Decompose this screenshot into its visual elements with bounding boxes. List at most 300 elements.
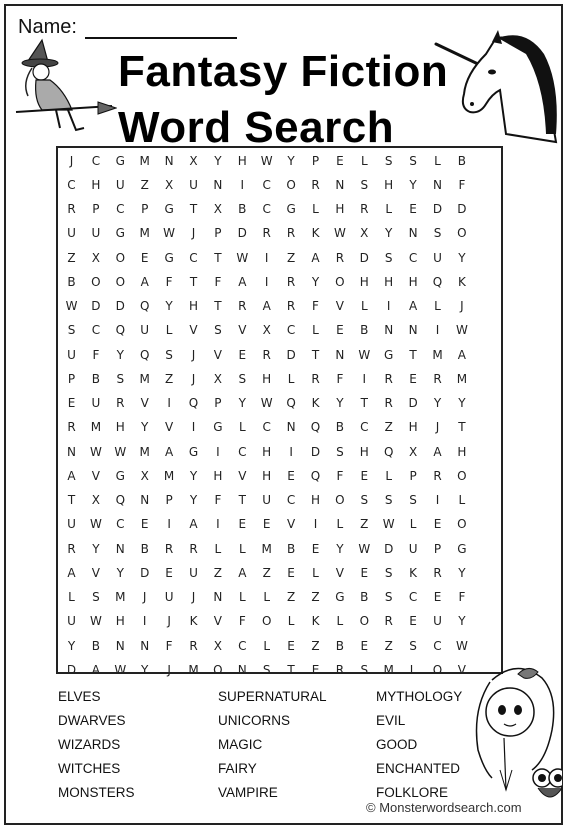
grid-letter[interactable]: E (433, 590, 442, 604)
grid-letter[interactable]: U (189, 565, 198, 580)
grid-letter[interactable]: S (384, 565, 393, 580)
grid-letter[interactable]: Z (262, 565, 271, 580)
grid-letter[interactable]: W (333, 226, 346, 241)
grid-letter[interactable]: B (238, 202, 247, 216)
grid-letter[interactable]: I (167, 517, 171, 532)
grid-letter[interactable]: Z (311, 590, 320, 604)
grid-letter[interactable]: Y (458, 250, 466, 265)
grid-letter[interactable]: C (408, 590, 418, 604)
grid-letter[interactable]: G (164, 250, 174, 265)
grid-letter[interactable]: L (336, 517, 344, 532)
grid-letter[interactable]: S (360, 493, 369, 507)
grid-letter[interactable]: V (91, 565, 100, 580)
grid-letter[interactable]: D (91, 299, 101, 313)
grid-letter[interactable]: I (362, 371, 367, 386)
grid-letter[interactable]: R (433, 371, 442, 386)
grid-letter[interactable]: Q (115, 323, 126, 338)
grid-letter[interactable]: T (214, 299, 222, 313)
grid-letter[interactable]: S (116, 371, 125, 386)
grid-letter[interactable]: P (409, 468, 417, 483)
grid-letter[interactable]: Z (311, 638, 320, 653)
grid-letter[interactable]: T (238, 493, 246, 507)
grid-letter[interactable]: Y (67, 638, 76, 653)
grid-letter[interactable]: Y (458, 614, 466, 629)
grid-letter[interactable]: R (67, 202, 76, 216)
grid-letter[interactable]: S (336, 444, 344, 459)
grid-letter[interactable]: W (89, 517, 102, 532)
grid-letter[interactable]: M (188, 662, 199, 677)
grid-letter[interactable]: L (312, 565, 319, 580)
grid-letter[interactable]: T (287, 662, 295, 677)
grid-letter[interactable]: P (67, 371, 76, 386)
grid-letter[interactable]: Y (458, 565, 466, 580)
grid-letter[interactable]: Q (115, 493, 126, 507)
grid-letter[interactable]: W (163, 226, 176, 241)
grid-letter[interactable]: N (408, 323, 418, 338)
grid-letter[interactable]: V (335, 299, 344, 313)
grid-letter[interactable]: U (67, 347, 76, 362)
grid-letter[interactable]: J (435, 420, 440, 435)
grid-letter[interactable]: H (408, 420, 418, 435)
grid-letter[interactable]: R (67, 541, 76, 556)
grid-letter[interactable]: N (164, 153, 174, 168)
grid-letter[interactable]: A (140, 274, 149, 289)
grid-letter[interactable]: I (386, 299, 391, 313)
grid-letter[interactable]: M (139, 226, 150, 241)
grid-letter[interactable]: J (69, 153, 74, 168)
grid-letter[interactable]: N (115, 541, 125, 556)
grid-letter[interactable]: A (238, 274, 247, 289)
grid-letter[interactable]: U (189, 177, 198, 192)
grid-letter[interactable]: E (360, 468, 369, 483)
grid-letter[interactable]: N (140, 493, 150, 507)
grid-letter[interactable]: R (238, 299, 247, 313)
name-blank-line[interactable] (85, 19, 237, 39)
grid-letter[interactable]: H (335, 202, 345, 216)
grid-letter[interactable]: F (336, 371, 344, 386)
grid-letter[interactable]: V (238, 323, 247, 338)
grid-letter[interactable]: U (67, 226, 76, 241)
grid-letter[interactable]: B (140, 541, 149, 556)
grid-letter[interactable]: O (457, 468, 467, 483)
grid-letter[interactable]: R (286, 226, 296, 241)
grid-letter[interactable]: I (313, 517, 318, 532)
grid-letter[interactable]: I (216, 444, 220, 459)
grid-letter[interactable]: O (432, 662, 443, 677)
grid-letter[interactable]: W (358, 347, 371, 362)
grid-letter[interactable]: R (433, 565, 442, 580)
grid-letter[interactable]: F (92, 347, 100, 362)
grid-letter[interactable]: M (139, 371, 150, 386)
grid-letter[interactable]: N (384, 323, 394, 338)
grid-letter[interactable]: V (140, 396, 149, 410)
grid-letter[interactable]: L (263, 590, 271, 604)
grid-letter[interactable]: A (164, 444, 174, 459)
grid-letter[interactable]: N (115, 638, 125, 653)
grid-letter[interactable]: Q (286, 396, 296, 410)
grid-letter[interactable]: R (116, 396, 125, 410)
grid-letter[interactable]: D (432, 202, 443, 216)
grid-letter[interactable]: B (67, 274, 76, 289)
grid-letter[interactable]: T (409, 347, 417, 362)
grid-letter[interactable]: A (67, 565, 76, 580)
grid-letter[interactable]: Z (286, 590, 296, 604)
grid-letter[interactable]: Q (432, 274, 443, 289)
grid-letter[interactable]: B (335, 638, 344, 653)
grid-letter[interactable]: L (458, 493, 466, 507)
grid-letter[interactable]: O (457, 226, 467, 241)
grid-letter[interactable]: C (189, 250, 198, 265)
grid-letter[interactable]: L (434, 153, 441, 168)
grid-letter[interactable]: R (311, 371, 320, 386)
grid-letter[interactable]: T (214, 250, 222, 265)
grid-letter[interactable]: C (116, 517, 125, 532)
grid-letter[interactable]: L (360, 299, 368, 313)
grid-letter[interactable]: S (262, 662, 271, 677)
grid-letter[interactable]: Y (92, 541, 100, 556)
grid-letter[interactable]: H (359, 444, 369, 459)
grid-letter[interactable]: P (165, 493, 173, 507)
grid-letter[interactable]: M (456, 371, 468, 386)
grid-letter[interactable]: N (408, 226, 418, 241)
grid-letter[interactable]: R (360, 202, 369, 216)
grid-letter[interactable]: C (91, 323, 101, 338)
grid-letter[interactable]: J (191, 226, 196, 241)
grid-letter[interactable]: U (91, 396, 101, 410)
grid-letter[interactable]: P (92, 202, 100, 216)
grid-letter[interactable]: M (432, 347, 443, 362)
grid-letter[interactable]: J (191, 590, 196, 604)
grid-letter[interactable]: Y (165, 299, 173, 313)
grid-letter[interactable]: Z (140, 177, 149, 192)
grid-letter[interactable]: Z (286, 250, 296, 265)
grid-letter[interactable]: W (114, 444, 127, 459)
grid-letter[interactable]: Y (385, 226, 393, 241)
grid-letter[interactable]: Y (433, 396, 442, 410)
grid-letter[interactable]: K (311, 226, 320, 241)
grid-letter[interactable]: P (214, 396, 222, 410)
grid-letter[interactable]: L (409, 662, 417, 677)
grid-letter[interactable]: A (238, 565, 247, 580)
grid-letter[interactable]: U (91, 226, 101, 241)
grid-letter[interactable]: A (311, 250, 320, 265)
grid-letter[interactable]: U (67, 614, 76, 629)
grid-letter[interactable]: K (457, 274, 466, 289)
grid-letter[interactable]: E (165, 565, 173, 580)
grid-letter[interactable]: R (67, 420, 76, 435)
grid-letter[interactable]: F (458, 590, 466, 604)
grid-letter[interactable]: R (189, 541, 198, 556)
grid-letter[interactable]: L (385, 202, 393, 216)
grid-letter[interactable]: X (91, 493, 100, 507)
grid-letter[interactable]: Q (139, 299, 150, 313)
grid-letter[interactable]: M (383, 662, 394, 677)
grid-letter[interactable]: L (409, 517, 417, 532)
grid-letter[interactable]: R (433, 468, 442, 483)
grid-letter[interactable]: G (286, 202, 296, 216)
grid-letter[interactable]: O (115, 274, 126, 289)
grid-letter[interactable]: C (238, 638, 247, 653)
grid-letter[interactable]: N (237, 662, 247, 677)
grid-letter[interactable]: I (167, 396, 171, 410)
grid-letter[interactable]: C (67, 177, 76, 192)
grid-letter[interactable]: H (384, 177, 394, 192)
grid-letter[interactable]: Y (116, 565, 124, 580)
grid-letter[interactable]: Z (384, 420, 393, 435)
grid-letter[interactable]: Y (214, 153, 222, 168)
grid-letter[interactable]: B (457, 153, 466, 168)
grid-letter[interactable]: Y (141, 662, 149, 677)
grid-letter[interactable]: X (213, 638, 222, 653)
grid-letter[interactable]: S (384, 493, 393, 507)
grid-letter[interactable]: T (458, 420, 466, 435)
grid-letter[interactable]: K (311, 614, 320, 629)
grid-letter[interactable]: Z (384, 638, 393, 653)
grid-letter[interactable]: D (384, 541, 394, 556)
grid-letter[interactable]: L (238, 420, 246, 435)
grid-letter[interactable]: D (310, 444, 321, 459)
grid-letter[interactable]: H (310, 493, 321, 507)
grid-letter[interactable]: I (264, 250, 269, 265)
grid-letter[interactable]: W (455, 323, 468, 338)
grid-letter[interactable]: I (142, 614, 147, 629)
grid-letter[interactable]: Q (139, 347, 150, 362)
grid-letter[interactable]: R (311, 177, 320, 192)
grid-letter[interactable]: S (409, 638, 417, 653)
grid-letter[interactable]: F (165, 638, 173, 653)
grid-letter[interactable]: D (359, 250, 369, 265)
grid-letter[interactable]: N (286, 420, 296, 435)
grid-letter[interactable]: E (238, 347, 247, 362)
grid-letter[interactable]: J (142, 590, 147, 604)
grid-letter[interactable]: M (261, 541, 272, 556)
grid-letter[interactable]: T (360, 396, 368, 410)
grid-letter[interactable]: A (433, 444, 442, 459)
grid-letter[interactable]: N (335, 177, 345, 192)
grid-letter[interactable]: U (67, 517, 76, 532)
grid-letter[interactable]: W (236, 250, 249, 265)
grid-letter[interactable]: C (360, 420, 369, 435)
grid-letter[interactable]: V (91, 468, 100, 483)
grid-letter[interactable]: Y (238, 396, 246, 410)
grid-letter[interactable]: R (384, 614, 393, 629)
grid-letter[interactable]: E (336, 153, 344, 168)
grid-letter[interactable]: E (287, 638, 295, 653)
grid-letter[interactable]: W (260, 153, 273, 168)
grid-letter[interactable]: G (115, 153, 125, 168)
grid-letter[interactable]: X (360, 226, 369, 241)
grid-letter[interactable]: L (336, 614, 344, 629)
grid-letter[interactable]: F (214, 493, 222, 507)
grid-letter[interactable]: E (409, 371, 417, 386)
grid-letter[interactable]: S (384, 590, 393, 604)
grid-letter[interactable]: H (262, 468, 272, 483)
grid-letter[interactable]: T (67, 493, 76, 507)
grid-letter[interactable]: H (188, 299, 199, 313)
grid-letter[interactable]: E (140, 517, 149, 532)
grid-letter[interactable]: D (457, 202, 467, 216)
grid-letter[interactable]: B (91, 371, 100, 386)
grid-letter[interactable]: P (214, 226, 222, 241)
grid-letter[interactable]: R (286, 299, 296, 313)
grid-letter[interactable]: A (408, 299, 418, 313)
grid-letter[interactable]: Z (164, 371, 174, 386)
grid-letter[interactable]: P (141, 202, 149, 216)
grid-letter[interactable]: V (457, 662, 466, 677)
grid-letter[interactable]: X (189, 153, 198, 168)
grid-letter[interactable]: I (240, 177, 245, 192)
grid-letter[interactable]: E (140, 250, 149, 265)
grid-letter[interactable]: Y (336, 396, 344, 410)
grid-letter[interactable]: W (89, 614, 102, 629)
grid-letter[interactable]: L (238, 541, 246, 556)
grid-letter[interactable]: C (262, 177, 271, 192)
grid-letter[interactable]: L (165, 323, 173, 338)
grid-letter[interactable]: J (460, 299, 464, 313)
grid-letter[interactable]: W (455, 638, 468, 653)
grid-letter[interactable]: E (287, 468, 295, 483)
grid-letter[interactable]: E (336, 323, 344, 338)
grid-letter[interactable]: S (409, 153, 417, 168)
grid-letter[interactable]: E (409, 202, 417, 216)
grid-letter[interactable]: W (89, 444, 102, 459)
grid-letter[interactable]: Q (383, 444, 394, 459)
grid-letter[interactable]: S (360, 662, 369, 677)
grid-letter[interactable]: R (286, 274, 296, 289)
grid-letter[interactable]: S (238, 371, 247, 386)
grid-letter[interactable]: X (164, 177, 174, 192)
grid-letter[interactable]: K (189, 614, 198, 629)
grid-letter[interactable]: F (336, 468, 344, 483)
grid-letter[interactable]: U (140, 323, 150, 338)
grid-letter[interactable]: N (335, 347, 345, 362)
grid-letter[interactable]: M (139, 153, 150, 168)
grid-letter[interactable]: A (457, 347, 466, 362)
grid-letter[interactable]: I (435, 493, 440, 507)
grid-letter[interactable]: H (457, 444, 467, 459)
grid-letter[interactable]: N (433, 177, 442, 192)
grid-letter[interactable]: H (115, 420, 125, 435)
grid-letter[interactable]: D (66, 662, 77, 677)
grid-letter[interactable]: E (360, 638, 369, 653)
grid-letter[interactable]: M (163, 468, 175, 483)
grid-letter[interactable]: H (408, 274, 418, 289)
grid-letter[interactable]: A (189, 517, 198, 532)
grid-letter[interactable]: L (434, 299, 441, 313)
grid-letter[interactable]: L (385, 468, 393, 483)
grid-letter[interactable]: U (115, 177, 125, 192)
grid-letter[interactable]: Y (311, 274, 320, 289)
grid-letter[interactable]: L (287, 371, 295, 386)
grid-letter[interactable]: R (384, 396, 393, 410)
grid-letter[interactable]: S (384, 250, 393, 265)
grid-letter[interactable]: O (335, 274, 345, 289)
grid-letter[interactable]: L (312, 323, 319, 338)
grid-letter[interactable]: F (214, 274, 222, 289)
grid-letter[interactable]: Q (310, 468, 321, 483)
grid-letter[interactable]: I (289, 444, 293, 459)
grid-letter[interactable]: V (238, 468, 247, 483)
grid-letter[interactable]: V (286, 517, 296, 532)
grid-letter[interactable]: V (213, 347, 222, 362)
grid-letter[interactable]: R (189, 638, 198, 653)
grid-letter[interactable]: E (238, 517, 247, 532)
grid-letter[interactable]: Q (310, 420, 321, 435)
grid-letter[interactable]: E (287, 565, 295, 580)
grid-letter[interactable]: L (238, 590, 246, 604)
grid-letter[interactable]: I (435, 323, 440, 338)
grid-letter[interactable]: R (262, 347, 271, 362)
grid-letter[interactable]: O (261, 614, 272, 629)
grid-letter[interactable]: T (189, 202, 198, 216)
grid-letter[interactable]: U (262, 493, 272, 507)
grid-letter[interactable]: H (262, 371, 272, 386)
grid-letter[interactable]: D (286, 347, 296, 362)
grid-letter[interactable]: D (115, 299, 125, 313)
grid-letter[interactable]: C (262, 202, 271, 216)
grid-letter[interactable]: J (191, 371, 196, 386)
grid-letter[interactable]: G (188, 444, 199, 459)
grid-letter[interactable]: U (433, 250, 442, 265)
grid-letter[interactable]: S (360, 177, 369, 192)
grid-letter[interactable]: C (238, 444, 247, 459)
grid-letter[interactable]: W (358, 541, 371, 556)
grid-letter[interactable]: X (91, 250, 100, 265)
grid-letter[interactable]: S (92, 590, 100, 604)
grid-letter[interactable]: Y (409, 177, 417, 192)
grid-letter[interactable]: O (359, 614, 370, 629)
grid-letter[interactable]: F (165, 274, 173, 289)
grid-letter[interactable]: S (384, 153, 393, 168)
grid-letter[interactable]: E (262, 517, 271, 532)
grid-letter[interactable]: G (115, 226, 125, 241)
grid-letter[interactable]: A (262, 299, 271, 313)
grid-letter[interactable]: V (189, 323, 198, 338)
grid-letter[interactable]: J (191, 347, 196, 362)
grid-letter[interactable]: G (115, 468, 125, 483)
grid-letter[interactable]: K (311, 396, 320, 410)
grid-letter[interactable]: Z (360, 517, 369, 532)
grid-letter[interactable]: I (264, 274, 269, 289)
grid-letter[interactable]: G (335, 590, 345, 604)
grid-letter[interactable]: B (360, 323, 369, 338)
grid-letter[interactable]: J (167, 614, 171, 629)
grid-letter[interactable]: B (91, 638, 100, 653)
grid-letter[interactable]: P (433, 541, 442, 556)
grid-letter[interactable]: W (65, 299, 78, 313)
grid-letter[interactable]: I (191, 420, 196, 435)
grid-letter[interactable]: D (408, 396, 418, 410)
grid-letter[interactable]: O (115, 250, 126, 265)
grid-letter[interactable]: G (213, 420, 223, 435)
grid-letter[interactable]: O (457, 517, 467, 532)
grid-letter[interactable]: W (260, 396, 273, 410)
grid-letter[interactable]: G (164, 202, 174, 216)
grid-letter[interactable]: R (335, 662, 345, 677)
grid-letter[interactable]: G (457, 541, 467, 556)
grid-letter[interactable]: F (458, 177, 466, 192)
grid-letter[interactable]: E (67, 396, 76, 410)
grid-letter[interactable]: L (263, 638, 271, 653)
grid-letter[interactable]: V (335, 565, 344, 580)
grid-letter[interactable]: Y (189, 468, 198, 483)
grid-letter[interactable]: V (164, 420, 174, 435)
grid-letter[interactable]: X (140, 468, 149, 483)
grid-letter[interactable]: L (287, 614, 295, 629)
grid-letter[interactable]: M (90, 420, 102, 435)
grid-letter[interactable]: R (384, 371, 393, 386)
grid-letter[interactable]: O (286, 177, 296, 192)
